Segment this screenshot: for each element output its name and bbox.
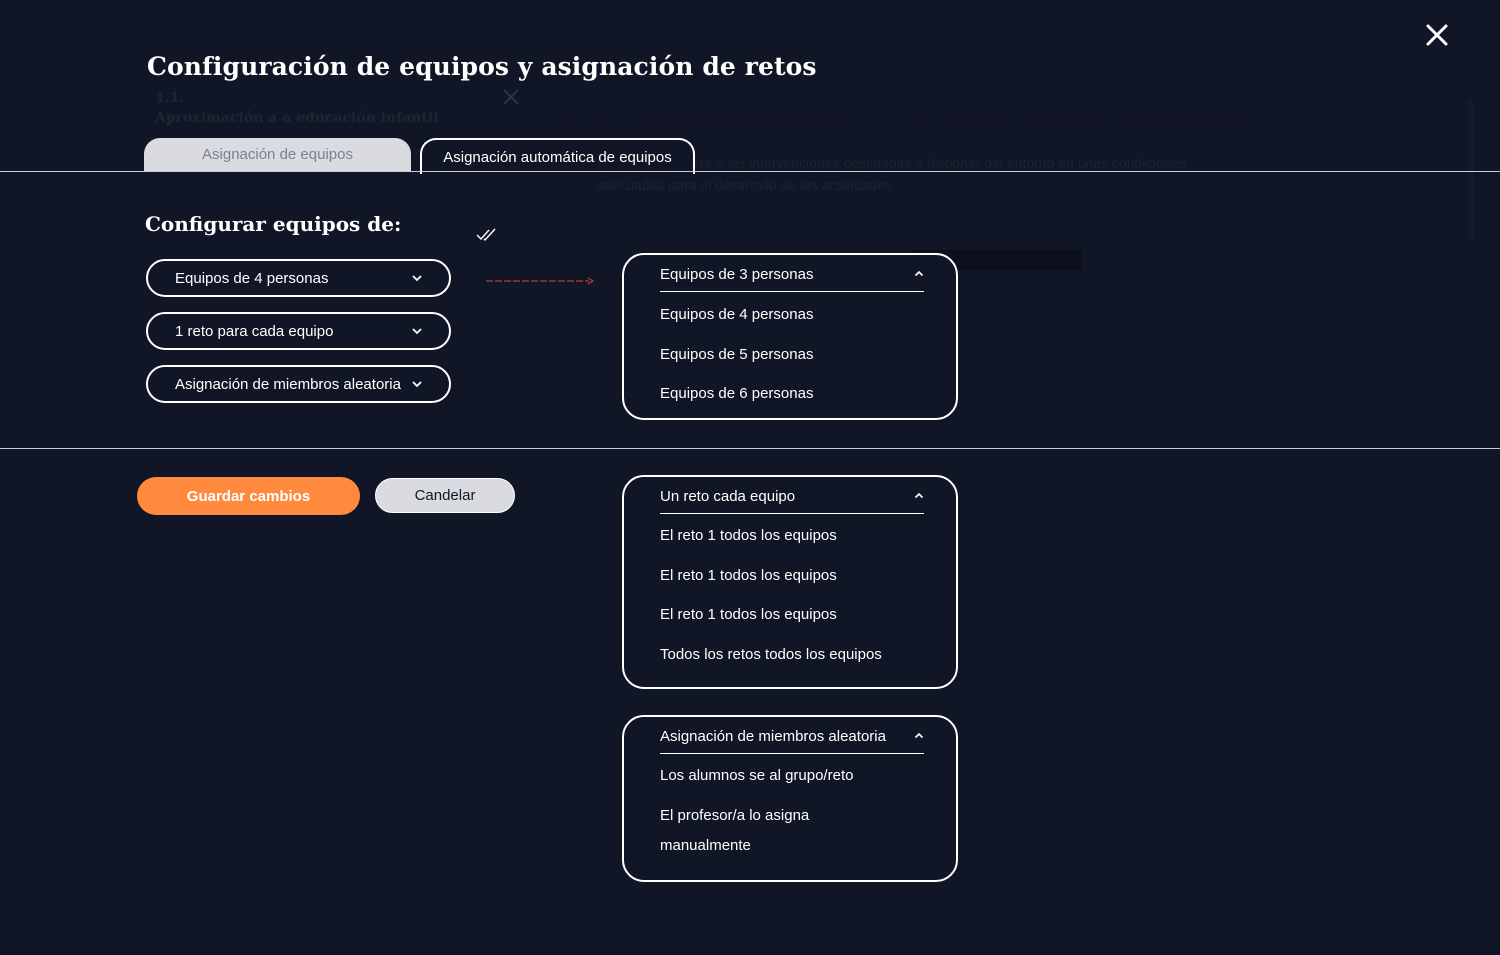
- member-assignment-value: Asignación de miembros aleatoria: [175, 375, 401, 393]
- modal-title: Configuración de equipos y asignación de retos: [147, 52, 817, 81]
- dropdown-option[interactable]: El reto 1 todos los equipos: [660, 606, 837, 623]
- cancel-button[interactable]: Candelar: [375, 478, 515, 513]
- chevron-down-icon: [411, 327, 423, 335]
- challenge-value: 1 reto para cada equipo: [175, 322, 334, 340]
- bg-scroll-rail: [1468, 100, 1474, 240]
- close-button[interactable]: [1422, 20, 1452, 50]
- dropdown-option[interactable]: Equipos de 5 personas: [660, 346, 814, 363]
- chevron-up-icon: [914, 732, 924, 739]
- dropdown-header[interactable]: [660, 255, 924, 292]
- divider-middle: [0, 448, 1500, 449]
- dropdown-header[interactable]: [660, 717, 924, 754]
- challenge-dropdown: [622, 475, 958, 689]
- dropdown-option[interactable]: El reto 1 todos los equipos: [660, 567, 837, 584]
- tab-asignacion-equipos[interactable]: Asignación de equipos: [144, 138, 411, 171]
- save-button[interactable]: Guardar cambios: [137, 477, 360, 515]
- tab-asignacion-automatica[interactable]: Asignación automática de equipos: [420, 138, 695, 174]
- dropdown-option[interactable]: Equipos de 4 personas: [660, 306, 814, 323]
- team-size-value: Equipos de 4 personas: [175, 269, 329, 287]
- dropdown-option-continued[interactable]: manualmente: [660, 837, 751, 854]
- dropdown-option[interactable]: El profesor/a lo asigna: [660, 807, 810, 824]
- member-assignment-dropdown: [622, 715, 958, 882]
- chevron-down-icon: [411, 380, 423, 388]
- team-size-dropdown: [622, 253, 958, 420]
- dropdown-selected: Equipos de 3 personas: [660, 265, 814, 283]
- dropdown-selected: Un reto cada equipo: [660, 487, 796, 505]
- bg-lesson-number: 1.1.: [155, 90, 185, 106]
- dropdown-option[interactable]: Los alumnos se al grupo/reto: [660, 767, 854, 784]
- dropdown-option[interactable]: El reto 1 todos los equipos: [660, 527, 837, 544]
- connector-arrow-icon: [485, 275, 597, 287]
- challenge-select[interactable]: [146, 312, 451, 350]
- divider-top: [0, 171, 1500, 172]
- team-size-select[interactable]: [146, 259, 451, 297]
- bg-lesson-title: Aproximación a a educación infantil: [155, 110, 439, 126]
- section-title: Configurar equipos de:: [145, 212, 402, 236]
- bg-heading: 1.1. Aproximación a la educación infantil: [555, 104, 1248, 139]
- dropdown-header[interactable]: [660, 477, 924, 514]
- dropdown-option[interactable]: Equipos de 6 personas: [660, 385, 814, 402]
- close-icon: [1422, 20, 1452, 50]
- dropdown-option[interactable]: Todos los retos todos los equipos: [660, 646, 882, 663]
- chevron-up-icon: [914, 492, 924, 499]
- member-assignment-select[interactable]: [146, 365, 451, 403]
- dropdown-selected: Asignación de miembros aleatoria: [660, 727, 886, 745]
- double-check-icon: [476, 228, 498, 242]
- chevron-down-icon: [411, 274, 423, 282]
- bg-close-icon: [502, 88, 520, 106]
- chevron-up-icon: [914, 270, 924, 277]
- bg-paragraph: ...mental se refiere a las intervenciones destinadas a disponer del entorno en unas condiciones adecuadas para el desarrollo de las actividades: [596, 155, 1186, 193]
